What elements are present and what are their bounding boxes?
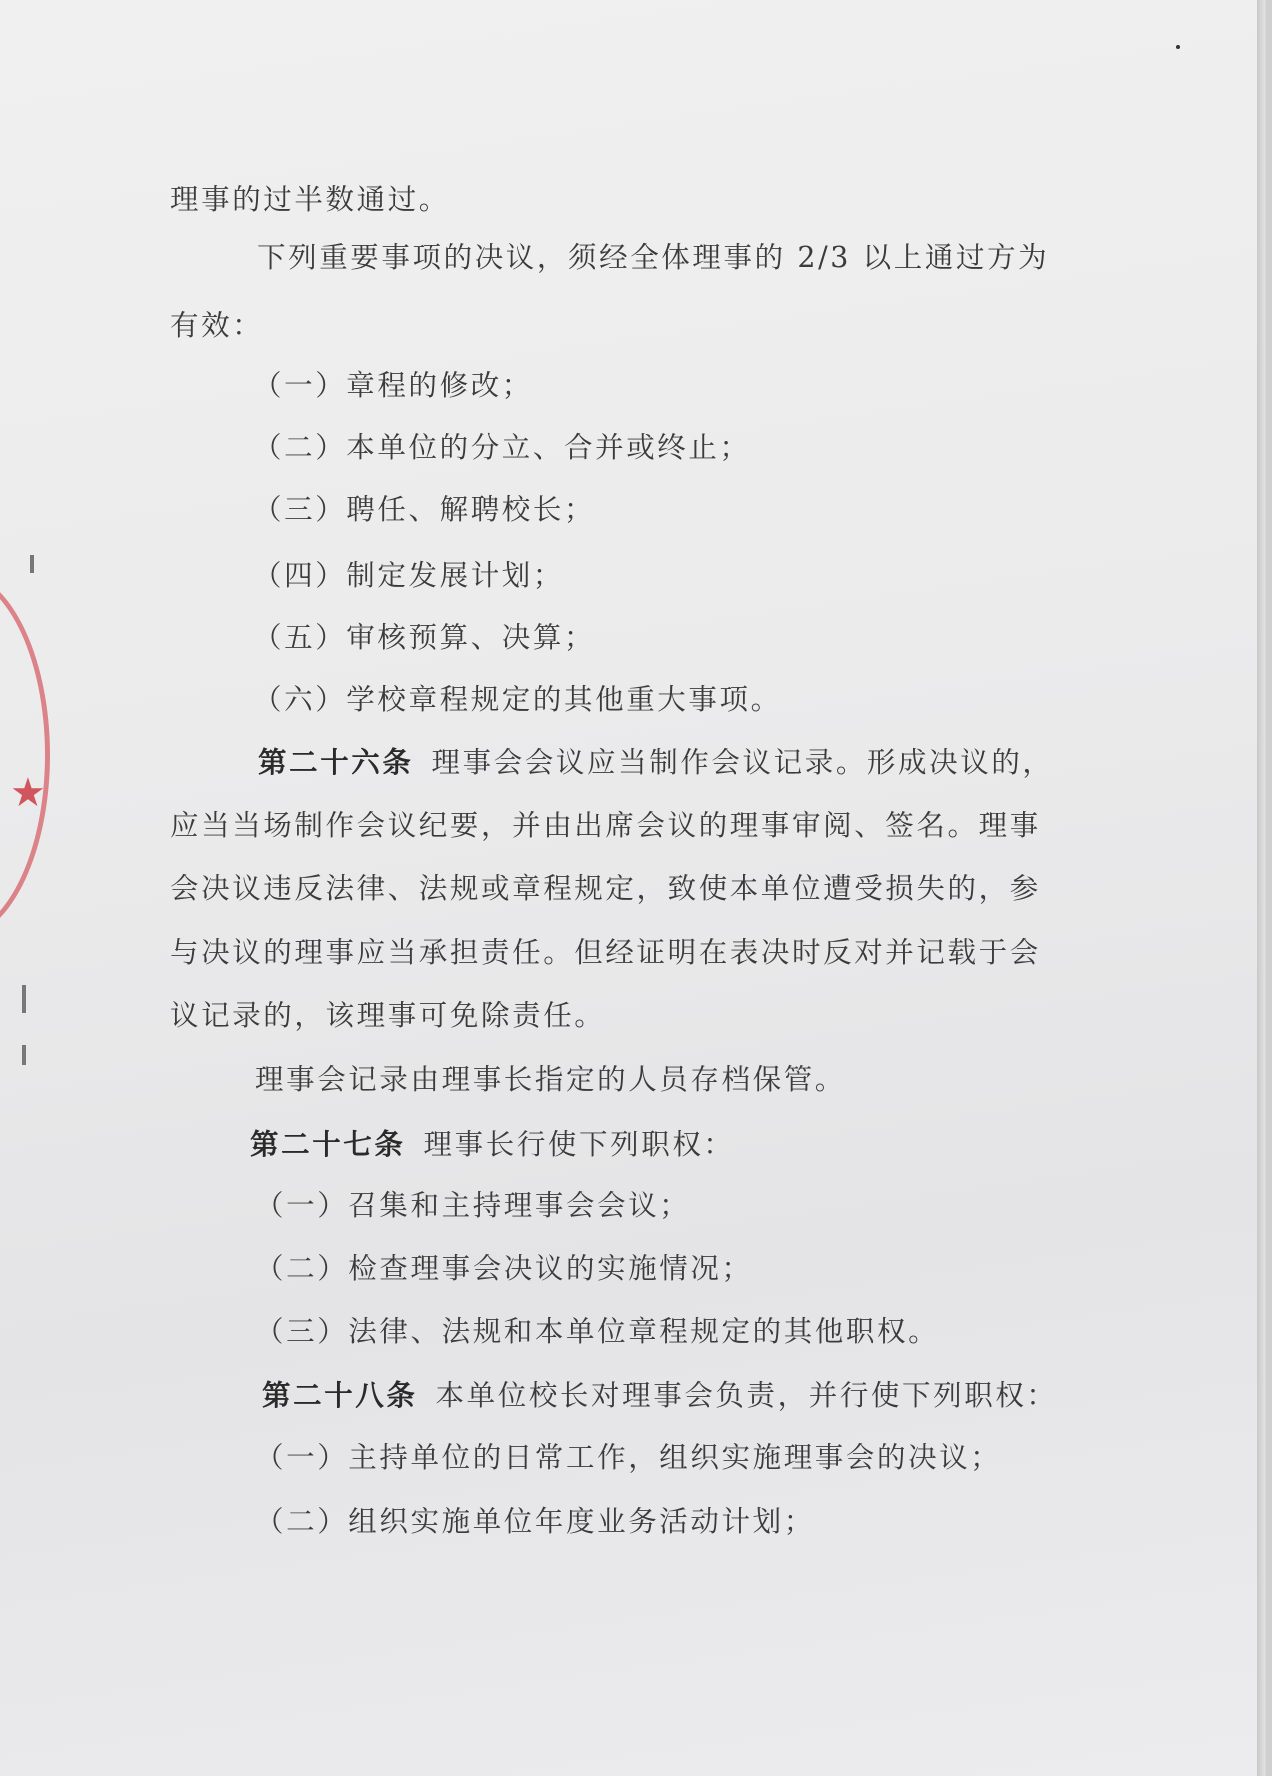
- text-line: 理事的过半数通过。: [170, 183, 450, 216]
- list-item: （二）组织实施单位年度业务活动计划；: [255, 1505, 815, 1538]
- list-item: （二）本单位的分立、合并或终止；: [253, 431, 751, 464]
- article-28-line: [262, 1375, 1058, 1416]
- list-item: （五）审核预算、决算；: [253, 621, 596, 654]
- binding-mark: [22, 985, 26, 1013]
- red-seal-stamp: [0, 550, 52, 950]
- binding-mark: [22, 1045, 26, 1065]
- list-item: （六）学校章程规定的其他重大事项。: [253, 683, 782, 716]
- list-item: （三）法律、法规和本单位章程规定的其他职权。: [255, 1315, 940, 1348]
- list-item: （一）召集和主持理事会会议；: [255, 1189, 691, 1222]
- article-27-line: [250, 1124, 735, 1165]
- seal-ring: [0, 570, 50, 940]
- list-item: （三）聘任、解聘校长；: [253, 493, 596, 526]
- list-item: （二）检查理事会决议的实施情况；: [255, 1252, 753, 1285]
- text-line: 与决议的理事应当承担责任。但经证明在表决时反对并记载于会: [170, 936, 1041, 969]
- seal-star-icon: ★: [10, 770, 46, 816]
- list-item: （一）主持单位的日常工作，组织实施理事会的决议；: [255, 1441, 1002, 1474]
- list-item: （一）章程的修改；: [253, 369, 533, 402]
- article-text: 理事会会议应当制作会议记录。形成决议的，: [431, 746, 1054, 779]
- article-text: 本单位校长对理事会负责，并行使下列职权：: [435, 1379, 1058, 1412]
- dust-speck: [1176, 45, 1180, 49]
- article-26-line: [258, 742, 1054, 783]
- page-edge: [1257, 0, 1265, 1776]
- article-heading: 第二十七条: [250, 1127, 406, 1161]
- article-heading: 第二十八条: [262, 1378, 418, 1412]
- text-line: 应当当场制作会议纪要，并由出席会议的理事审阅、签名。理事: [170, 809, 1041, 842]
- text-line: 有效：: [170, 309, 264, 342]
- article-text: 理事长行使下列职权：: [423, 1128, 735, 1161]
- text-line: 理事会记录由理事长指定的人员存档保管。: [255, 1063, 846, 1096]
- text-line: 议记录的，该理事可免除责任。: [170, 999, 606, 1032]
- list-item: （四）制定发展计划；: [253, 559, 565, 592]
- text-line: 下列重要事项的决议，须经全体理事的 2/3 以上通过方为: [257, 241, 1050, 274]
- article-heading: 第二十六条: [258, 745, 414, 779]
- binding-mark: [30, 555, 34, 573]
- text-line: 会决议违反法律、法规或章程规定，致使本单位遭受损失的，参: [170, 872, 1041, 905]
